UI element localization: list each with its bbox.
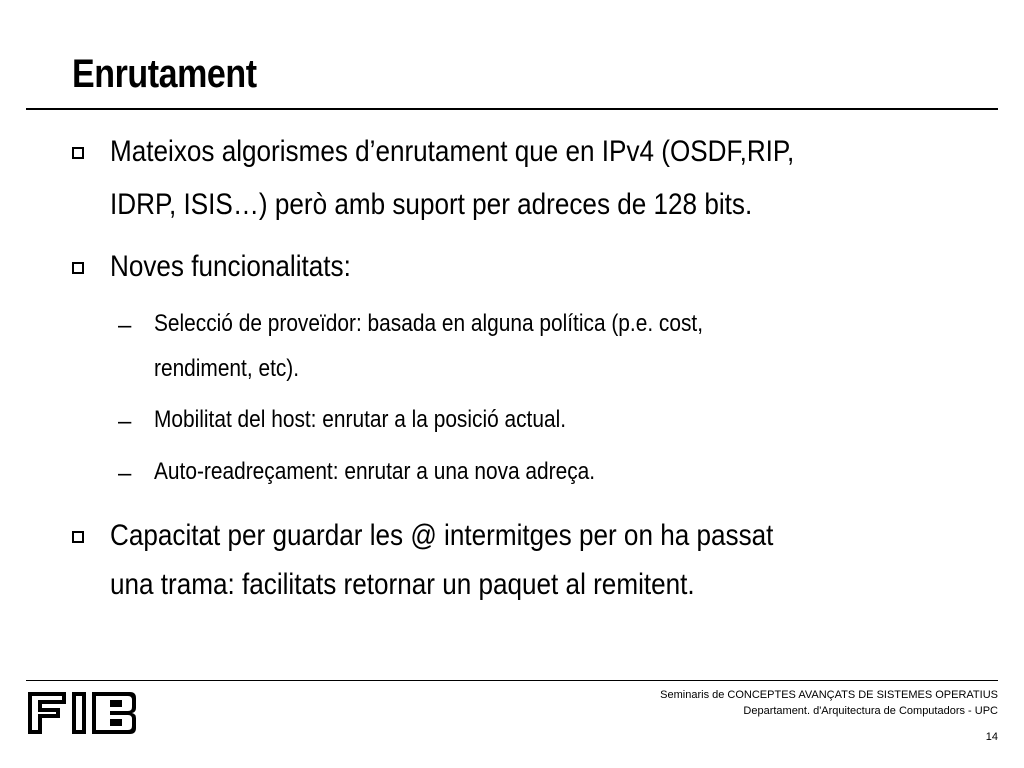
footer-course-title: Seminaris de CONCEPTES AVANÇATS DE SISTEMES OPERATIUS [660,689,998,701]
subitem-3-line-1: Auto-readreçament: enrutar a una nova adreça. [154,458,596,485]
slide-title: Enrutament [72,52,257,96]
bullet-1-line-1: Mateixos algorismes d’enrutament que en IPv4 (OSDF,RIP, [110,135,795,168]
bullet-3-line-2: una trama: facilitats retornar un paquet al remitent. [110,568,695,601]
fib-logo-icon [26,690,138,736]
page-number: 14 [985,731,998,743]
dash-bullet-icon: – [118,312,132,339]
bullet-3-line-1: Capacitat per guardar les @ intermitges per on ha passat [110,519,774,552]
square-bullet-icon [72,531,84,543]
dash-bullet-icon: – [118,460,132,487]
footer-department: Departament. d'Arquitectura de Computadors - UPC [743,705,998,717]
bullet-1-line-2: IDRP, ISIS…) però amb suport per adreces de 128 bits. [110,188,753,221]
subitem-1-line-2: rendiment, etc). [154,355,300,382]
subitem-2-line-1: Mobilitat del host: enrutar a la posició actual. [154,406,567,433]
footer-divider [26,680,998,681]
title-divider [26,108,998,110]
square-bullet-icon [72,147,84,159]
bullet-2-line-1: Noves funcionalitats: [110,250,351,283]
square-bullet-icon [72,262,84,274]
subitem-1-line-1: Selecció de proveïdor: basada en alguna política (p.e. cost, [154,310,704,337]
dash-bullet-icon: – [118,408,132,435]
